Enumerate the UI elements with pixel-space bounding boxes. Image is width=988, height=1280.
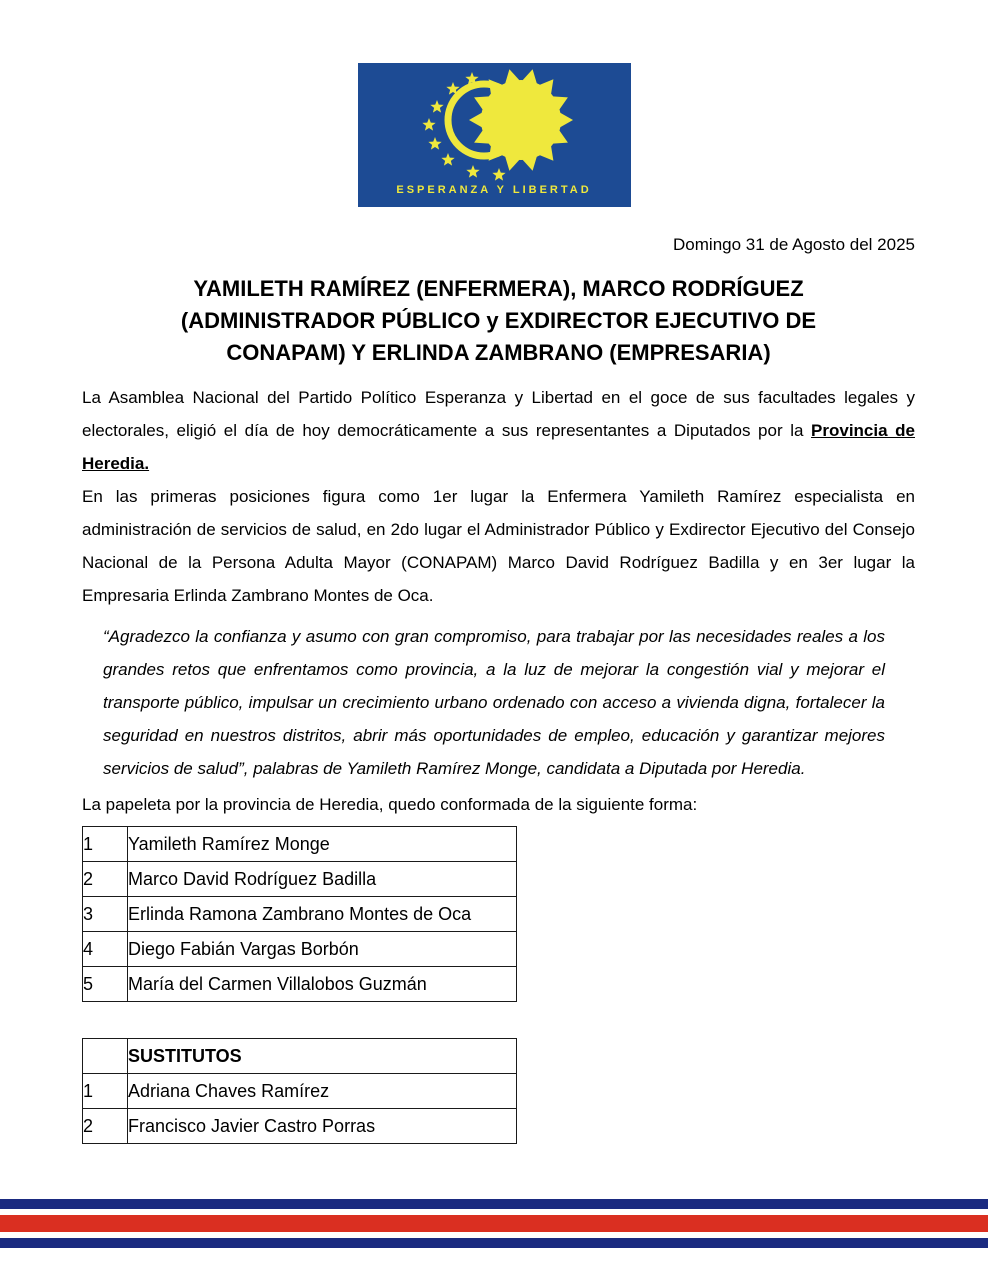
page-title-line-2: (ADMINISTRADOR PÚBLICO y EXDIRECTOR EJECUTIVO DE xyxy=(180,308,817,333)
ballot-rank: 2 xyxy=(83,862,128,897)
ballot-table xyxy=(82,826,517,1002)
ballot-candidate-name: María del Carmen Villalobos Guzmán xyxy=(128,967,517,1002)
substitutes-header-empty-cell xyxy=(83,1039,128,1074)
page-title xyxy=(82,273,915,369)
party-name-caption: ESPERANZA Y LIBERTAD xyxy=(396,184,592,196)
table-row xyxy=(83,932,517,967)
ballot-candidate-name: Marco David Rodríguez Badilla xyxy=(128,862,517,897)
substitute-rank: 2 xyxy=(83,1109,128,1144)
ballot-rank: 1 xyxy=(83,827,128,862)
party-logo xyxy=(358,63,631,207)
substitute-rank: 1 xyxy=(83,1074,128,1109)
paragraph-ballot-intro: La papeleta por la provincia de Heredia, quedo conformada de la siguiente forma: xyxy=(82,795,698,814)
ballot-candidate-name: Erlinda Ramona Zambrano Montes de Oca xyxy=(128,897,517,932)
flag-stripe-blue-bottom xyxy=(0,1238,988,1248)
paragraph-positions: En las primeras posiciones figura como 1er lugar la Enfermera Yamileth Ramírez especialista en administración de servicios de salud, en 2do lugar el Administrador Público y Exdirector Ejecutivo del Consejo Nacional de la Persona Adulta Mayor (CONAPAM) Marco David Rodríguez Badilla y en 3er lugar la Empresaria Erlinda Zambrano Montes de Oca. xyxy=(82,487,915,605)
flag-stripe-blue-top xyxy=(0,1199,988,1209)
substitutes-table xyxy=(82,1038,517,1144)
ballot-rank: 4 xyxy=(83,932,128,967)
table-row xyxy=(83,1109,517,1144)
paragraph-assembly xyxy=(82,381,915,480)
document-body xyxy=(0,233,988,1144)
ballot-rank: 3 xyxy=(83,897,128,932)
substitutes-header-label: SUSTITUTOS xyxy=(128,1039,517,1074)
table-row xyxy=(83,897,517,932)
substitute-name: Francisco Javier Castro Porras xyxy=(128,1109,517,1144)
table-row xyxy=(83,827,517,862)
page-title-line-3: CONAPAM) Y ERLINDA ZAMBRANO (EMPRESARIA) xyxy=(226,340,771,365)
ballot-rank: 5 xyxy=(83,967,128,1002)
paragraph-assembly-text: La Asamblea Nacional del Partido Político Esperanza y Libertad en el goce de sus facultades legales y electorales, eligió el día de hoy democráticamente a sus representantes a Diputados por la xyxy=(82,388,915,440)
flag-stripe-red xyxy=(0,1215,988,1232)
province-emphasis: Provincia de Heredia. xyxy=(82,421,915,473)
table-row xyxy=(83,1074,517,1109)
candidate-quote: “Agradezco la confianza y asumo con gran compromiso, para trabajar por las necesidades reales a los grandes retos que enfrentamos como provincia, a la luz de mejorar la congestión vial y mejorar el transporte público, impulsar un crecimiento urbano ordenado con acceso a vivienda digna, fortalecer la seguridad en nuestros distritos, abrir más oportunidades de empleo, educación y garantizar mejores servicios de salud”, palabras de Yamileth Ramírez Monge, candidata a Diputada por Heredia. xyxy=(103,627,885,778)
substitute-name: Adriana Chaves Ramírez xyxy=(128,1074,517,1109)
date-line: Domingo 31 de Agosto del 2025 xyxy=(673,235,915,254)
table-header-row xyxy=(83,1039,517,1074)
ballot-candidate-name: Yamileth Ramírez Monge xyxy=(128,827,517,862)
table-row xyxy=(83,862,517,897)
table-row xyxy=(83,967,517,1002)
page-title-line-1: YAMILETH RAMÍREZ (ENFERMERA), MARCO RODRÍGUEZ xyxy=(193,276,804,301)
flag-footer xyxy=(0,1199,988,1248)
ballot-candidate-name: Diego Fabián Vargas Borbón xyxy=(128,932,517,967)
